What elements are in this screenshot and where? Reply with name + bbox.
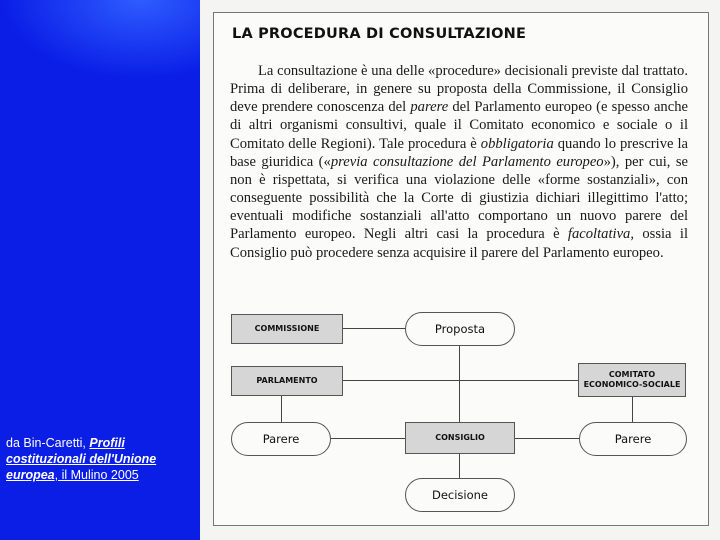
body-text-1: La consultazione è una delle «procedure» decisionali previste dal trattato. Prima di deliberare, in genere su proposta della Commissione, il Consiglio deve prendere conoscenza del [230,63,688,116]
body-italic-4: facoltativa [567,226,631,243]
body-italic-3: previa consultazione del Parlamento europeo [330,153,604,170]
body-text-3: quando lo prescrive la base giuridica (« [230,135,689,170]
node-parere-comitato: Parere [579,422,687,456]
body-text-4: »), per cui, se non è rispettata, si verifica una violazione delle «forme sostanziali», con conseguente possibilità che la Corte di giustizia dichiari illegittimo l'atto; eventuali modifiche sostanziali all'atto comportano un nuovo parere del Parlamento europeo. Negli altri casi la procedura è [230,153,688,243]
body-paragraph [230,62,688,262]
node-consiglio: CONSIGLIO [405,422,515,454]
document-title: LA PROCEDURA DI CONSULTAZIONE [232,26,527,42]
body-text-5: , ossia il Consiglio può procedere senza acquisire il parere del Parlamento europeo. [230,226,688,261]
node-comitato-economico-sociale: COMITATO ECONOMICO-SOCIALE [578,363,686,397]
connector-commissione-proposta [342,328,406,329]
connector-parere-consiglio [330,438,406,439]
connector-parlamento-parere [281,392,282,424]
body-italic-1: parere [410,99,449,116]
source-caption [6,435,196,483]
document-body [230,62,688,262]
node-decisione: Decisione [405,478,515,512]
connector-comitato-parere [632,395,633,424]
body-italic-2: obbligatoria [480,135,554,152]
node-parere-parlamento: Parere [231,422,331,456]
connector-consiglio-parere [514,438,580,439]
node-parlamento: PARLAMENTO [231,366,343,396]
node-proposta: Proposta [405,312,515,346]
caption-book-title: Profili costituzionali dell'Unione europea [6,436,157,482]
body-text-2: del Parlamento europeo (e spesso anche di altri organismi consultivi, quale il Comitato economico e sociale o il Comitato delle Regioni). Tale procedura è [230,99,688,152]
connector-parlamento-comitato [342,380,579,381]
caption-prefix: da Bin-Caretti, [6,436,90,450]
background-glow [0,0,200,80]
node-commissione: COMMISSIONE [231,314,343,344]
scanned-page [200,0,720,540]
caption-suffix: , il Mulino 2005 [54,468,139,482]
